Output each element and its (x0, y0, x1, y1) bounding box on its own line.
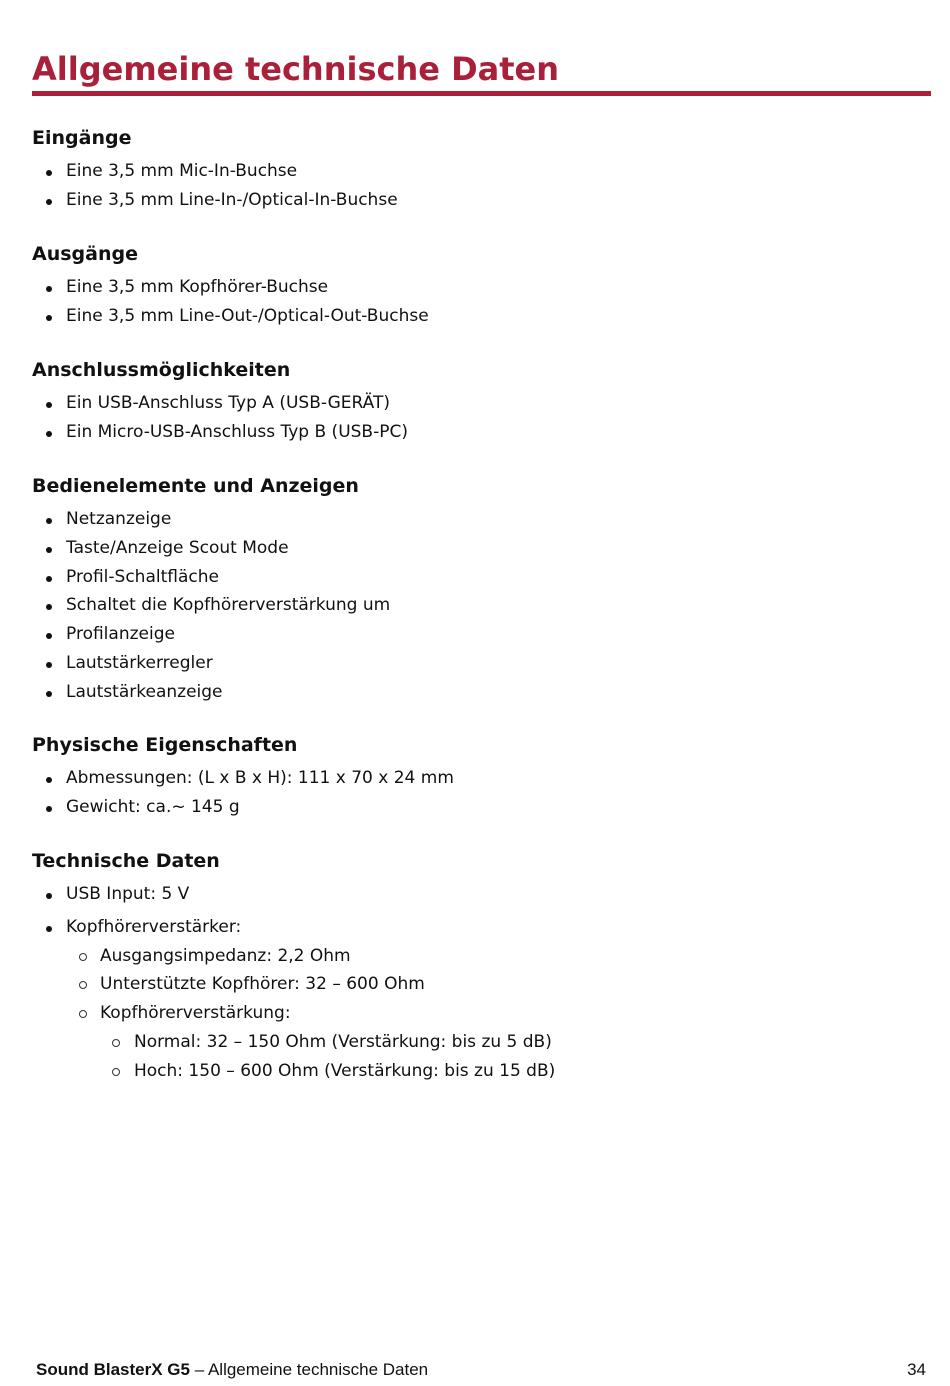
bullet-icon (46, 547, 52, 553)
footer-product: Sound BlasterX G5 (36, 1360, 190, 1379)
list-item: Ein Micro-USB-Anschluss Typ B (USB-PC) (32, 418, 912, 447)
list-item: Eine 3,5 mm Kopfhörer-Buchse (32, 273, 912, 302)
page-number: 34 (907, 1360, 926, 1379)
title-rule (32, 91, 931, 96)
circle-bullet-icon (79, 953, 87, 961)
section-heading: Technische Daten (32, 850, 220, 872)
bullet-list (32, 764, 912, 822)
circle-bullet-icon (79, 981, 87, 989)
list-item: Ein USB-Anschluss Typ A (USB-GERÄT) (32, 389, 912, 418)
list-item: Profilanzeige (32, 620, 912, 649)
bullet-icon (46, 518, 52, 524)
sub-sub-list-item: Normal: 32 – 150 Ohm (Verstärkung: bis zu 5 dB) (32, 1028, 912, 1057)
footer (36, 1358, 428, 1382)
list-item: Netzanzeige (32, 505, 912, 534)
sub-list-item: Unterstützte Kopfhörer: 32 – 600 Ohm (32, 970, 912, 999)
section-heading: Bedienelemente und Anzeigen (32, 475, 359, 497)
bullet-list (32, 273, 912, 331)
section-heading: Anschlussmöglichkeiten (32, 359, 291, 381)
bullet-list (32, 505, 912, 707)
bullet-icon (46, 604, 52, 610)
footer-section: Allgemeine technische Daten (207, 1360, 429, 1379)
section-controls (32, 473, 912, 707)
bullet-icon (46, 431, 52, 437)
list-item: USB Input: 5 V (32, 880, 912, 909)
section-connectivity (32, 357, 912, 447)
bullet-icon (46, 633, 52, 639)
section-outputs (32, 241, 912, 331)
bullet-list (32, 389, 912, 447)
list-item: Kopfhörerverstärker: (32, 913, 912, 942)
section-technical (32, 848, 912, 1086)
list-item: Taste/Anzeige Scout Mode (32, 534, 912, 563)
sub-sub-list-item: Hoch: 150 – 600 Ohm (Verstärkung: bis zu 15 dB) (32, 1057, 912, 1086)
bullet-icon (46, 402, 52, 408)
list-item: Abmessungen: (L x B x H): 111 x 70 x 24 mm (32, 764, 912, 793)
bullet-icon (46, 199, 52, 205)
bullet-icon (46, 576, 52, 582)
section-heading: Eingänge (32, 127, 132, 149)
bullet-icon (46, 662, 52, 668)
circle-bullet-icon (79, 1010, 87, 1018)
list-item: Lautstärkeanzeige (32, 678, 912, 707)
footer-separator: – (189, 1360, 208, 1379)
bullet-icon (46, 170, 52, 176)
page-title: Allgemeine technische Daten (32, 50, 560, 88)
bullet-icon (46, 286, 52, 292)
sub-list-item: Ausgangsimpedanz: 2,2 Ohm (32, 942, 912, 971)
bullet-icon (46, 893, 52, 899)
section-heading: Ausgänge (32, 243, 138, 265)
list-item: Eine 3,5 mm Mic-In-Buchse (32, 157, 912, 186)
list-item: Eine 3,5 mm Line-In-/Optical-In-Buchse (32, 186, 912, 215)
bullet-list (32, 880, 912, 1086)
bullet-icon (46, 315, 52, 321)
section-heading: Physische Eigenschaften (32, 734, 298, 756)
bullet-list (32, 157, 912, 215)
circle-bullet-icon (112, 1039, 120, 1047)
circle-bullet-icon (112, 1068, 120, 1076)
list-item: Schaltet die Kopfhörerverstärkung um (32, 591, 912, 620)
bullet-icon (46, 926, 52, 932)
section-inputs (32, 125, 912, 215)
sub-list-item: Kopfhörerverstärkung: (32, 999, 912, 1028)
list-item: Eine 3,5 mm Line-Out-/Optical-Out-Buchse (32, 302, 912, 331)
list-item: Lautstärkerregler (32, 649, 912, 678)
bullet-icon (46, 806, 52, 812)
bullet-icon (46, 777, 52, 783)
section-physical (32, 732, 912, 822)
list-item: Profil-Schaltfläche (32, 563, 912, 592)
list-item: Gewicht: ca.~ 145 g (32, 793, 912, 822)
bullet-icon (46, 691, 52, 697)
